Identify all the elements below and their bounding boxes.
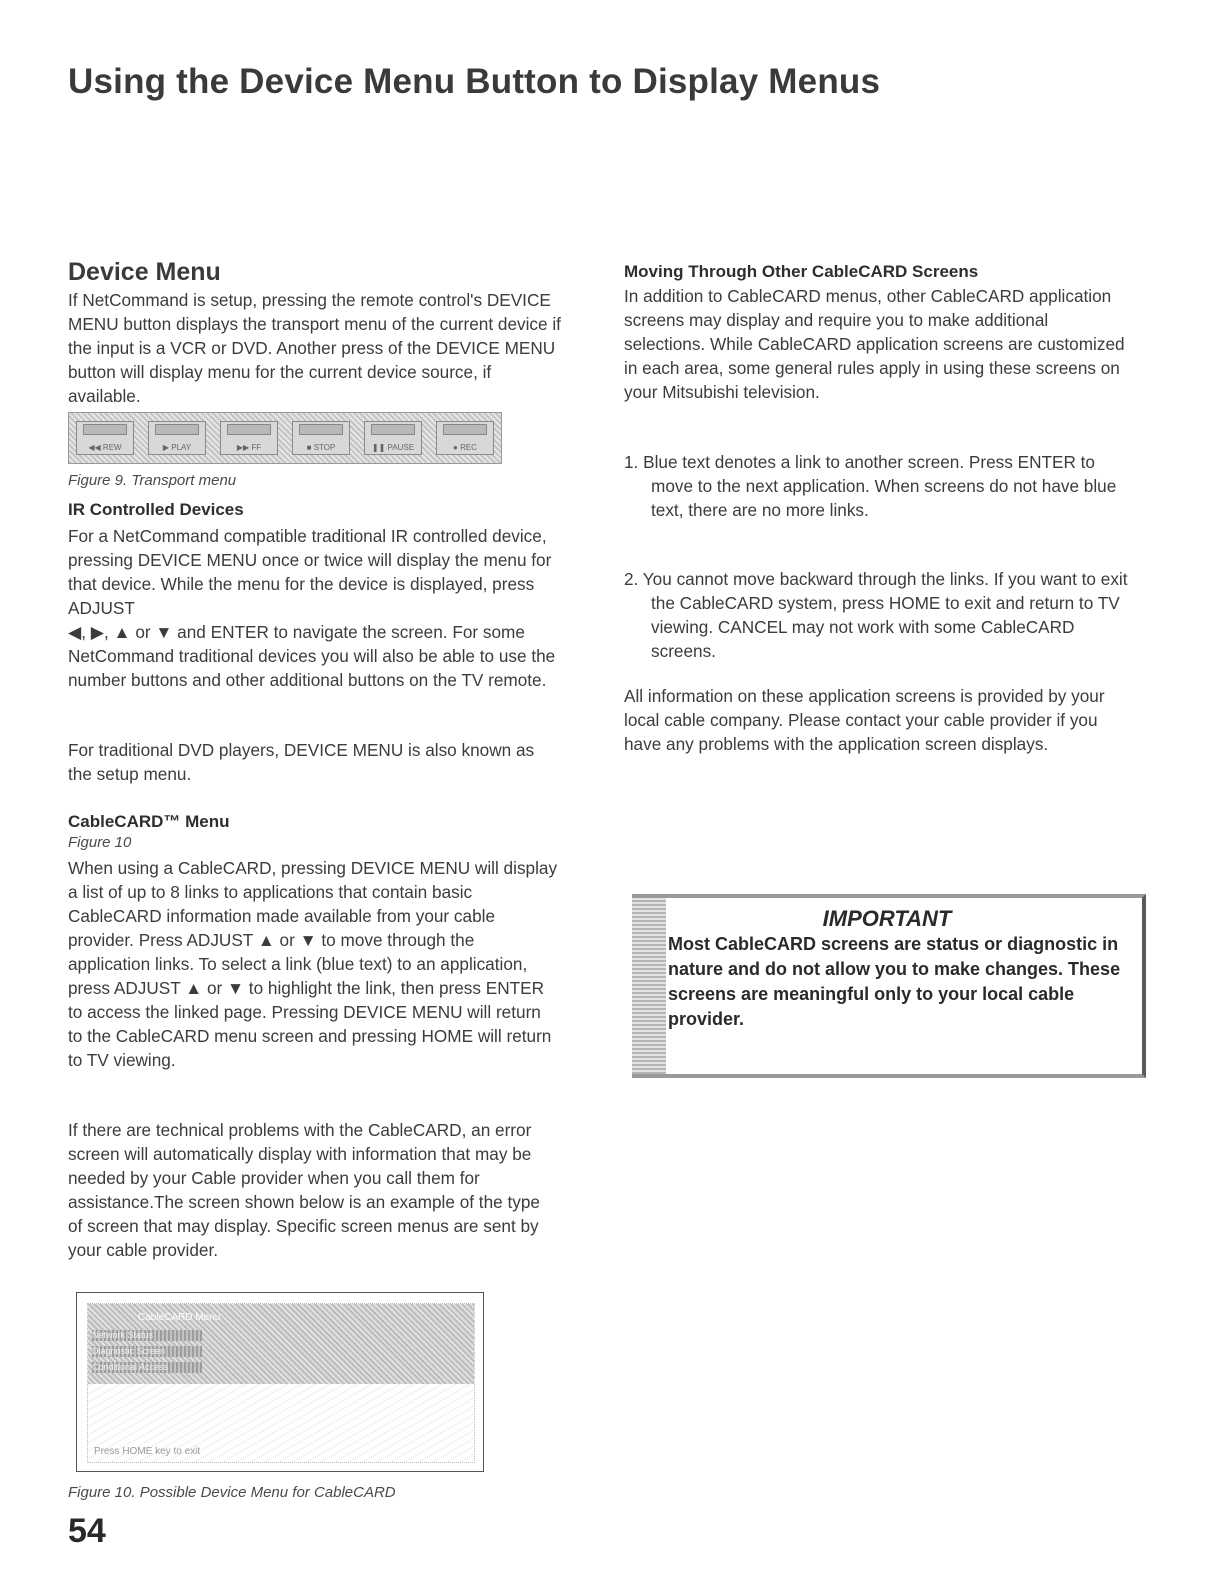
- cablecard-screen-title: CableCARD Menu: [138, 1312, 221, 1323]
- cablecard-screen-link: Diagnostic Screen: [92, 1346, 202, 1357]
- dvd-setup-note: For traditional DVD players, DEVICE MENU is also known as the setup menu.: [68, 740, 535, 784]
- transport-button-play: ▶ PLAY: [148, 421, 206, 455]
- cablecard-screen-link: Conditional Access: [92, 1362, 202, 1373]
- figure-9-caption: Figure 9. Transport menu: [68, 472, 237, 489]
- figure-10-reference: Figure 10: [68, 834, 132, 851]
- moving-through-intro: In addition to CableCARD menus, other CableCARD application screens may display and require you to make additional selections. While CableCARD application screens are customized in each area, some general rules apply in using these screens on your Mitsubishi television.: [624, 286, 1125, 402]
- cablecard-screen-link: Network Status: [92, 1330, 202, 1341]
- cablecard-screen-footer: Press HOME key to exit: [94, 1446, 201, 1457]
- important-box: [632, 894, 1146, 1078]
- cablecard-screen-display: [87, 1303, 475, 1463]
- moving-through-item-2: 2. You cannot move backward through the links. If you want to exit the CableCARD system, press HOME to exit and return to TV viewing. CANCEL may not work with some CableCARD screens.: [624, 569, 1128, 661]
- cablecard-menu-heading: CableCARD™ Menu: [68, 812, 230, 831]
- transport-button-stop: ■ STOP: [292, 421, 350, 455]
- transport-button-rec: ● REC: [436, 421, 494, 455]
- transport-button-ff: ▶▶ FF: [220, 421, 278, 455]
- transport-menu-figure: [68, 412, 502, 464]
- transport-button-rew: ◀◀ REW: [76, 421, 134, 455]
- cablecard-screen-header: [88, 1304, 474, 1384]
- device-menu-intro: If NetCommand is setup, pressing the remote control's DEVICE MENU button displays the transport menu of the current device if the input is a VCR or DVD. Another press of the DEVICE MENU button will display menu for the current device source, if available.: [68, 290, 561, 406]
- important-title: IMPORTANT: [822, 906, 952, 931]
- cablecard-screen-figure: [76, 1292, 484, 1472]
- important-text: Most CableCARD screens are status or diagnostic in nature and do not allow you to make changes. These screens are meaningful only to your local cable provider.: [668, 934, 1121, 1029]
- figure-10-caption: Figure 10. Possible Device Menu for CableCARD: [68, 1484, 396, 1501]
- moving-through-closing: All information on these application screens is provided by your local cable company. Please contact your cable provider if you have any problems with the application screen displays.: [624, 686, 1105, 754]
- cablecard-menu-body: When using a CableCARD, pressing DEVICE MENU will display a list of up to 8 links to applications that contain basic CableCARD information made available from your cable provider. Press ADJUST ▲ or ▼ to move through the application links. To select a link (blue text) to an application, press ADJUST ▲ or ▼ to highlight the link, then press ENTER to access the linked page. Pressing DEVICE MENU will return to the CableCARD menu screen and pressing HOME will return to TV viewing.: [68, 858, 558, 1070]
- device-menu-heading: Device Menu: [68, 258, 221, 286]
- page-title: Using the Device Menu Button to Display Menus: [68, 62, 881, 101]
- moving-through-item-1: 1. Blue text denotes a link to another screen. Press ENTER to move to the next application. When screens do not have blue text, there are no more links.: [624, 452, 1117, 520]
- page-number: 54: [68, 1512, 106, 1550]
- transport-button-pause: ❚❚ PAUSE: [364, 421, 422, 455]
- ir-controlled-heading: IR Controlled Devices: [68, 500, 244, 519]
- moving-through-heading: Moving Through Other CableCARD Screens: [624, 262, 979, 281]
- cablecard-problems-text: If there are technical problems with the CableCARD, an error screen will automatically display with information that may be needed by your Cable provider when you call them for assistance.The screen shown below is an example of the type of screen that may display. Specific screen menus are sent by your cable provider.: [68, 1120, 540, 1260]
- ir-controlled-body-b: ◀, ▶, ▲ or ▼ and ENTER to navigate the screen. For some NetCommand traditional devices you will also be able to use the number buttons and other additional buttons on the TV remote.: [68, 622, 556, 690]
- ir-controlled-body-a: For a NetCommand compatible traditional IR controlled device, pressing DEVICE MENU once or twice will display the menu for that device. While the menu for the device is displayed, press ADJUST: [68, 526, 552, 618]
